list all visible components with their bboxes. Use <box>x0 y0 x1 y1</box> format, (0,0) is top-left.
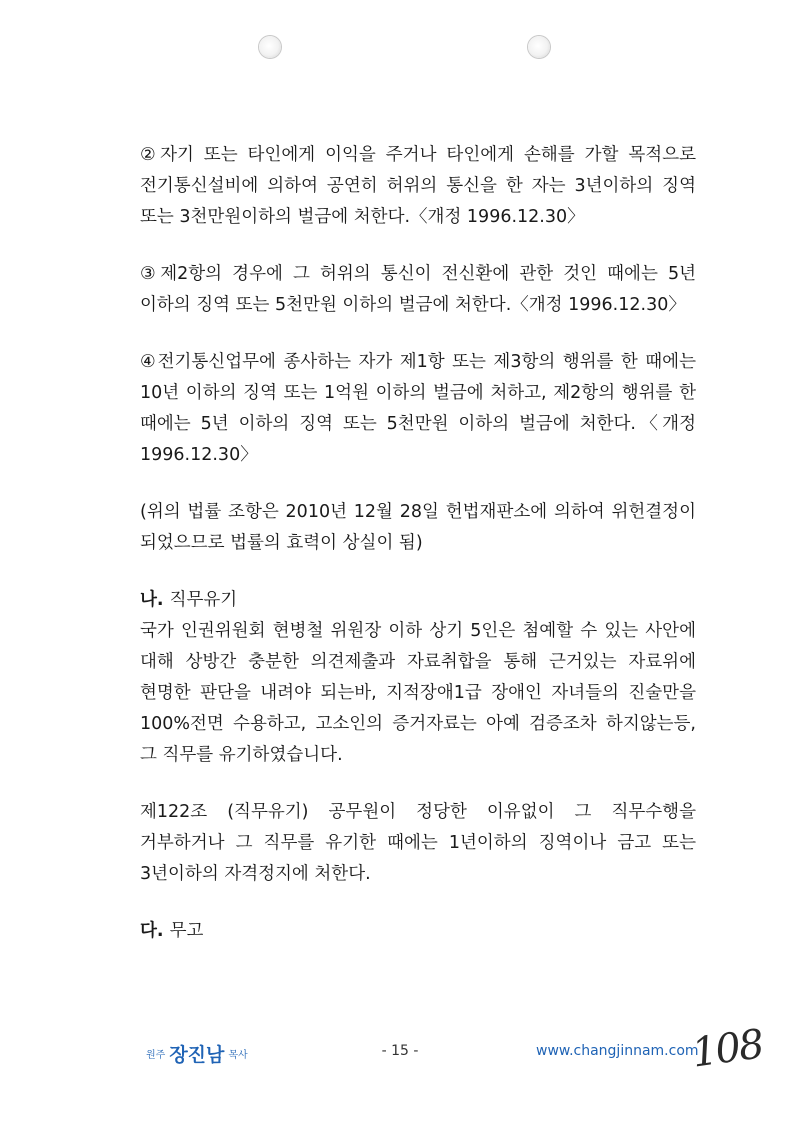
section-marker: 다. <box>140 921 164 941</box>
paragraph-clause-3: ③제2항의 경우에 그 허위의 통신이 전신환에 관한 것인 때에는 5년 이하의 징역 또는 5천만원 이하의 벌금에 처한다.〈개정 1996.12.30〉 <box>140 264 696 315</box>
section-title: 직무유기 <box>169 590 238 610</box>
paragraph-clause-4: ④전기통신업무에 종사하는 자가 제1항 또는 제3항의 행위를 한 때에는 10년 이하의 징역 또는 1억원 이하의 벌금에 처하고, 제2항의 행위를 한 때에는 5년 이하의 징역 또는 5천만원 이하의 벌금에 처한다.〈개정 1996.12.30〉 <box>140 352 696 465</box>
section-na-law: 제122조 (직무유기) 공무원이 정당한 이유없이 그 직무수행을 거부하거나 그 직무를 유기한 때에는 1년이하의 징역이나 금고 또는 3년이하의 자격정지에 처한다. <box>140 802 696 884</box>
page-footer <box>0 1021 800 1077</box>
section-heading-da <box>140 916 696 947</box>
section-heading-na <box>140 585 696 616</box>
handwritten-page-number: 108 <box>689 1021 766 1077</box>
document-body <box>140 140 696 947</box>
paragraph-clause-2: ②자기 또는 타인에게 이익을 주거나 타인에게 손해를 가할 목적으로 전기통신설비에 의하여 공연히 허위의 통신을 한 자는 3년이하의 징역 또는 3천만원이하의 벌금에 처한다.〈개정 1996.12.30〉 <box>140 145 696 227</box>
section-na-body: 국가 인권위원회 현병철 위원장 이하 상기 5인은 첨예할 수 있는 사안에 대해 상방간 충분한 의견제출과 자료취합을 통해 근거있는 자료위에 현명한 판단을 내려야 되는바, 지적장애1급 장애인 자녀들의 진술만을 100%전면 수용하고, 고소인의 증거자료는 아예 검증조차 하지않는등, 그 직무를 유기하였습니다. <box>140 621 696 765</box>
section-marker: 나. <box>140 590 164 610</box>
brand-suffix: 목사 <box>228 1050 248 1061</box>
punch-hole-right <box>528 36 550 58</box>
website-link[interactable]: www.changjinnam.com <box>536 1043 699 1059</box>
brand-prefix: 원주 <box>146 1050 166 1061</box>
paragraph-note: (위의 법률 조항은 2010년 12월 28일 헌법재판소에 의하여 위헌결정이 되었으므로 법률의 효력이 상실이 됨) <box>140 502 696 553</box>
page-number: - 15 - <box>381 1043 419 1059</box>
brand-name: 장진남 <box>169 1044 225 1066</box>
punch-hole-left <box>259 36 281 58</box>
section-title: 무고 <box>169 921 204 941</box>
